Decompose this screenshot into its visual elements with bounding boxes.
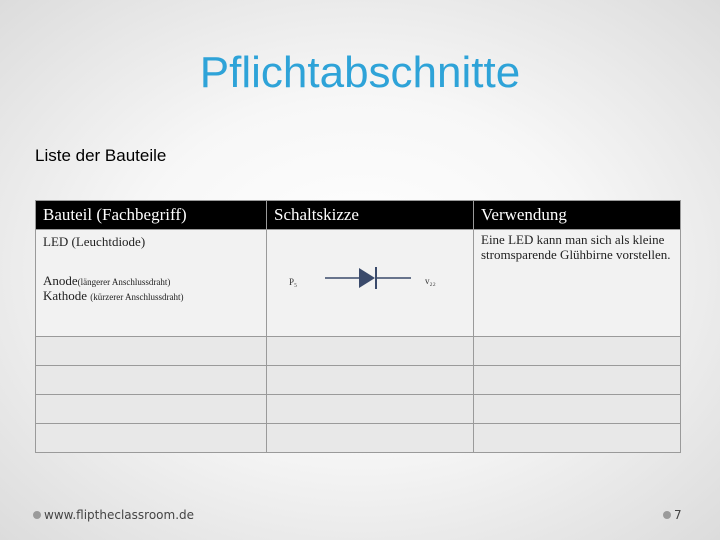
cell-usage: Eine LED kann man sich als kleine stromsparende Glühbirne vorstellen.: [474, 230, 681, 337]
bullet-dot-icon: [663, 511, 671, 519]
table-row: [36, 366, 681, 395]
cell-sketch: [267, 230, 474, 337]
cell-part: [36, 230, 267, 337]
slide-subtitle: Liste der Bauteile: [35, 146, 167, 165]
diode-schematic: [267, 230, 474, 328]
anode-label: Anode: [43, 273, 78, 288]
table-row: [36, 230, 681, 337]
table-row: [36, 337, 681, 366]
cathode-line: [43, 289, 259, 304]
diode-triangle-icon: [359, 268, 375, 288]
bullet-dot-icon: [33, 511, 41, 519]
cathode-note: (kürzerer Anschlussdraht): [90, 292, 184, 302]
pin-list: [43, 274, 259, 304]
sketch-right-label: v₂₂: [425, 276, 436, 286]
parts-table: [35, 200, 681, 453]
table-row: [36, 424, 681, 453]
footer-link[interactable]: www.fliptheclassroom.de: [44, 508, 195, 522]
page-number: 7: [674, 508, 682, 522]
anode-line: [43, 274, 259, 289]
part-name: LED (Leuchtdiode): [43, 234, 146, 249]
header-schaltskizze: Schaltskizze: [267, 201, 474, 230]
sketch-left-label: P₅: [289, 277, 298, 287]
table-header-row: [36, 201, 681, 230]
anode-note: (längerer Anschlussdraht): [77, 277, 171, 287]
header-verwendung: Verwendung: [474, 201, 681, 230]
cathode-label: Kathode: [43, 288, 88, 303]
slide-title: Pflichtabschnitte: [199, 48, 521, 97]
table-row: [36, 395, 681, 424]
header-bauteil: Bauteil (Fachbegriff): [36, 201, 267, 230]
